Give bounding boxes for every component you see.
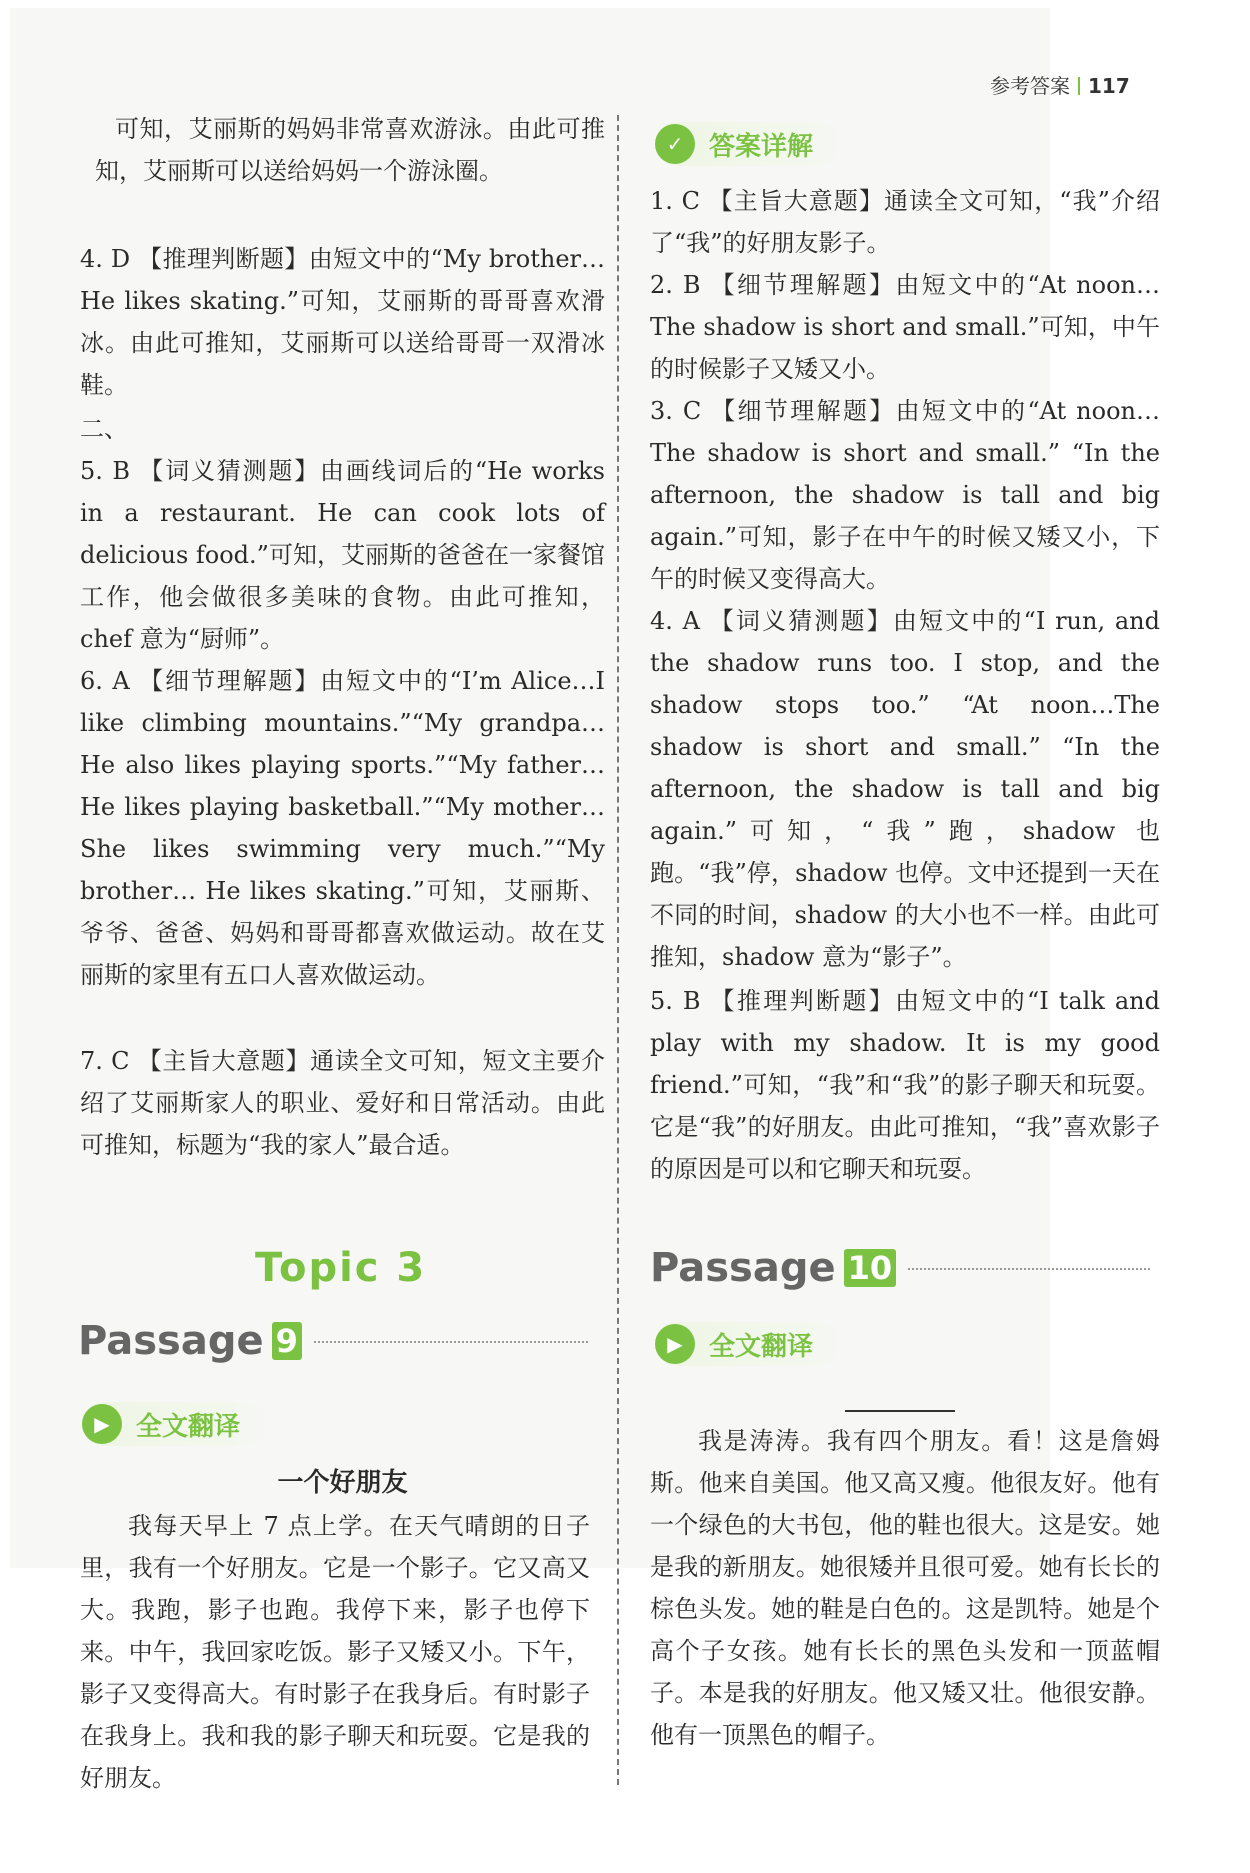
answer-7: 7. C 【主旨大意题】通读全文可知，短文主要介绍了艾丽斯家人的职业、爱好和日常活动。由此可推知，标题为“我的家人”最合适。 — [80, 1047, 605, 1159]
column-divider — [617, 115, 619, 1785]
dotted-rule — [314, 1340, 588, 1343]
translation-right: 我是涛涛。我有四个朋友。看！这是詹姆斯。他来自美国。他又高又瘦。他很友好。他有一个绿色的大书包，他的鞋也很大。这是安。她是我的新朋友。她很矮并且很可爱。她有长长的棕色头发。她的鞋是白色的。这是凯特。她是个高个子女孩。她有长长的黑色头发和一顶蓝帽子。本是我的好朋友。他又矮又壮。他很安静。他有一顶黑色的帽子。 — [650, 1427, 1160, 1749]
check-icon: ✓ — [655, 124, 695, 164]
topic-heading: Topic 3 — [255, 1245, 427, 1291]
answer-2: 2. B 【细节理解题】由短文中的“At noon…The shadow is short and small.”可知，中午的时候影子又矮又小。 — [650, 271, 1160, 383]
title-blank-line — [845, 1410, 955, 1412]
section-two: 二、 — [80, 415, 128, 443]
passage-label: Passage — [650, 1245, 836, 1291]
left-paragraph-0: 可知，艾丽斯的妈妈非常喜欢游泳。由此可推知，艾丽斯可以送给妈妈一个游泳圈。 — [95, 115, 605, 185]
page-header — [990, 70, 1180, 100]
answer-4: 4. D 【推理判断题】由短文中的“My brother…He likes skating.”可知，艾丽斯的哥哥喜欢滑冰。由此可推知，艾丽斯可以送给哥哥一双滑冰鞋。 — [80, 245, 605, 399]
header-label: 参考答案 — [990, 74, 1070, 98]
dotted-rule — [908, 1267, 1150, 1270]
passage-number-badge: 9 — [272, 1322, 302, 1360]
translation-left: 我每天早上 7 点上学。在天气晴朗的日子里，我有一个好朋友。它是一个影子。它又高又大。我跑，影子也跑。我停下来，影子也停下来。中午，我回家吃饭。影子又矮又小。下午，影子又变得高大。有时影子在我身后。有时影子在我身上。我和我的影子聊天和玩耍。它是我的好朋友。 — [80, 1512, 590, 1792]
translation-title: 一个好朋友 — [277, 1468, 408, 1498]
banner-label: 答案详解 — [709, 131, 814, 162]
answer-4-right: 4. A 【词义猜测题】由短文中的“I run, and the shadow runs too. I stop, and the shadow stops too.” “At noon…The shadow is short and small.” “In the afternoon, the shadow is tall and big again.”可知，“我”跑，shadow 也跑。“我”停，shadow 也停。文中还提到一天在不同的时间，shadow 的大小也不一样。由此可推知，shadow 意为“影子”。 — [650, 607, 1160, 971]
translation-banner-left — [82, 1402, 268, 1446]
play-icon: ▶ — [82, 1404, 122, 1444]
passage-10-heading — [650, 1245, 1150, 1291]
answer-5: 5. B 【词义猜测题】由画线词后的“He works in a restaurant. He can cook lots of delicious food.”可知，艾丽斯的爸爸在一家餐馆工作，他会做很多美味的食物。由此可推知，chef 意为“厨师”。 — [80, 457, 605, 653]
passage-label: Passage — [78, 1318, 264, 1364]
answer-details-banner — [655, 122, 841, 166]
header-separator — [1078, 77, 1080, 95]
passage-number-badge: 10 — [844, 1249, 897, 1287]
banner-label: 全文翻译 — [709, 1331, 814, 1362]
answer-1: 1. C 【主旨大意题】通读全文可知，“我”介绍了“我”的好朋友影子。 — [650, 187, 1160, 257]
answer-5-right: 5. B 【推理判断题】由短文中的“I talk and play with my shadow. It is my good friend.”可知，“我”和“我”的影子聊天和玩耍。它是“我”的好朋友。由此可推知，“我”喜欢影子的原因是可以和它聊天和玩耍。 — [650, 987, 1160, 1183]
passage-9-heading — [78, 1318, 588, 1364]
answer-3: 3. C 【细节理解题】由短文中的“At noon…The shadow is short and small.” “In the afternoon, the shadow is tall and big again.”可知，影子在中午的时候又矮又小，下午的时候又变得高大。 — [650, 397, 1160, 593]
banner-label: 全文翻译 — [136, 1411, 241, 1442]
page-number: 117 — [1088, 74, 1130, 98]
translation-banner-right — [655, 1322, 841, 1366]
answer-6: 6. A 【细节理解题】由短文中的“I’m Alice…I like climbing mountains.”“My grandpa… He also likes playing sports.”“My father…He likes playing basketball.”“My mother…She likes swimming very much.”“My brother… He likes skating.”可知，艾丽斯、爷爷、爸爸、妈妈和哥哥都喜欢做运动。故在艾丽斯的家里有五口人喜欢做运动。 — [80, 667, 605, 989]
play-icon: ▶ — [655, 1324, 695, 1364]
